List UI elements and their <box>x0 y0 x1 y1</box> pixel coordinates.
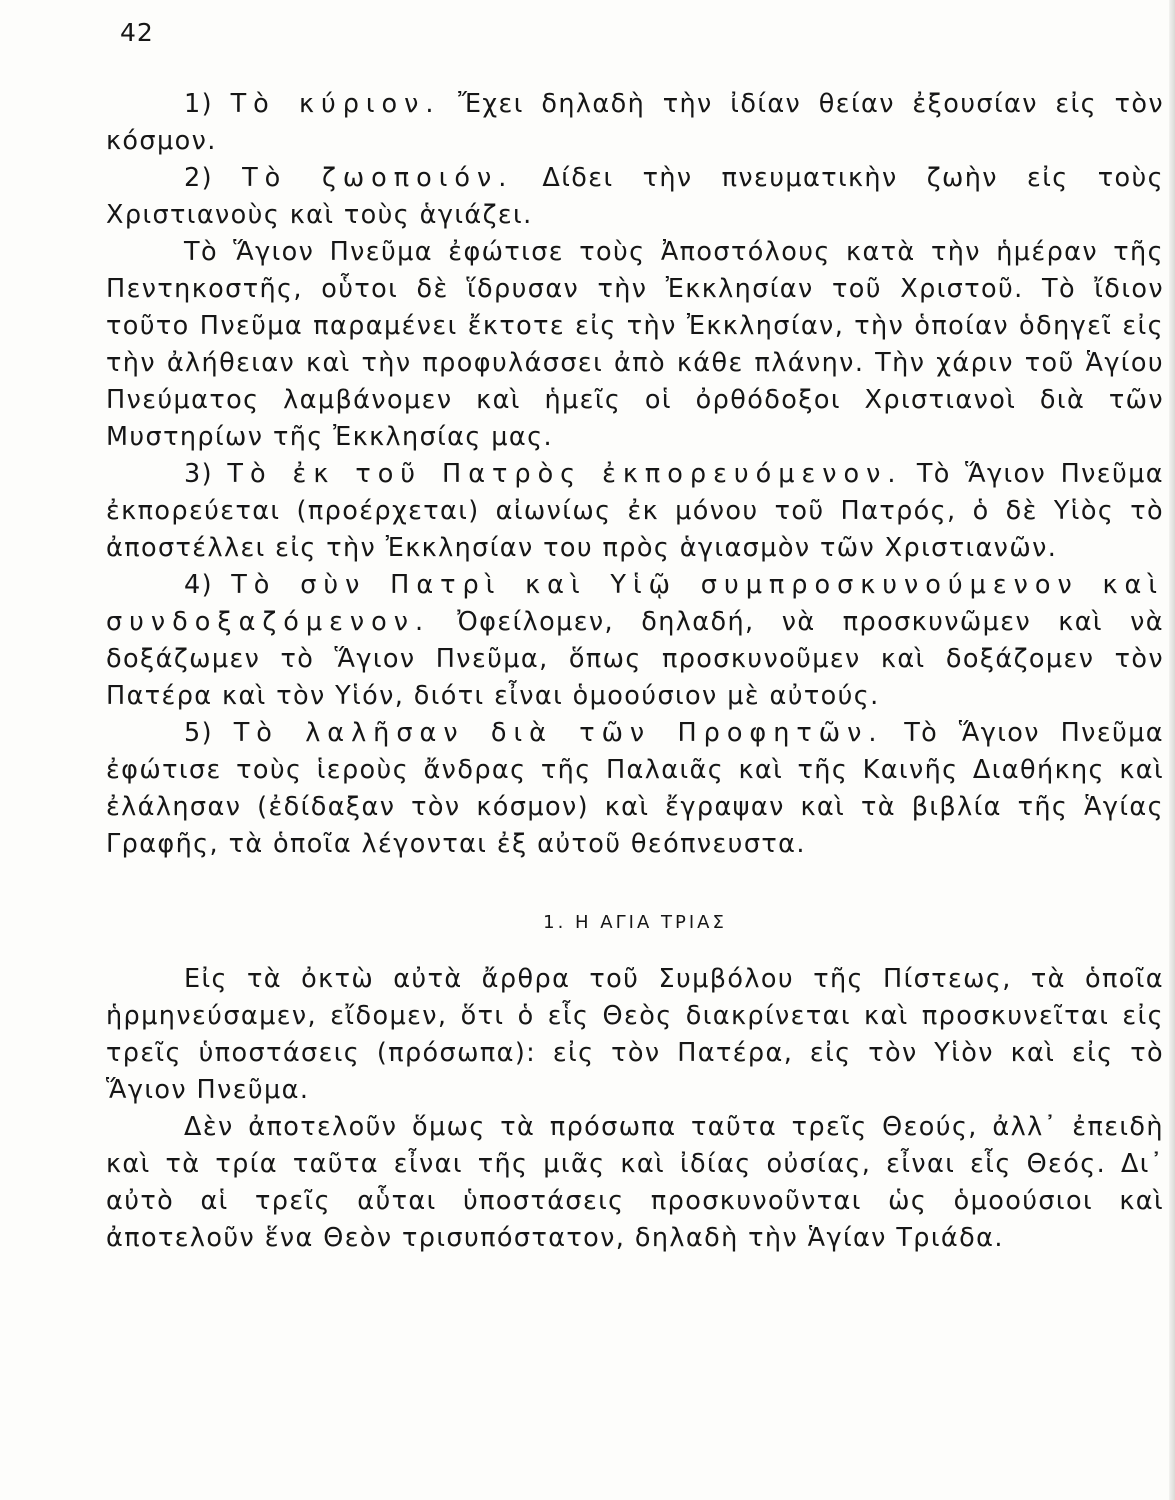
item-number: 1) <box>184 89 213 119</box>
article-title: Τὸ σὺν Πατρὶ καὶ Υἱῷ συμπροσκυνούμενον καὶ συνδοξαζόμενον. <box>106 570 1164 637</box>
section-heading: 1. Η ΑΓΙΑ ΤΡΙΑΣ <box>543 912 727 933</box>
item-number: 2) <box>184 163 213 193</box>
item-number: 5) <box>184 718 213 748</box>
article-paragraph-5 <box>106 715 1164 863</box>
article-title: Τὸ λαλῆσαν διὰ τῶν Προφητῶν. <box>233 718 884 748</box>
article-paragraph-3 <box>106 456 1164 567</box>
item-number: 3) <box>184 459 213 489</box>
article-title: Τὸ ἐκ τοῦ Πατρὸς ἐκπορευόμενον. <box>227 459 903 489</box>
article-paragraph-4 <box>106 567 1164 715</box>
page-number: 42 <box>120 18 154 47</box>
article-text: Ἔχει δηλαδὴ τὴν ἰδίαν θείαν ἐξουσίαν εἰς τὸν κόσμον. <box>106 89 1164 156</box>
article-paragraph-2 <box>106 160 1164 234</box>
article-text: Ὀφείλομεν, δηλαδή, νὰ προσκυνῶμεν καὶ νὰ δοξάζωμεν τὸ Ἅγιον Πνεῦμα, ὅπως προσκυνοῦμεν καὶ δοξάζομεν τὸν Πατέρα καὶ τὸν Υἱόν, διότι εἶναι ὁμοούσιον μὲ αὐτούς. <box>106 607 1164 711</box>
article-title: Τὸ ζωοποιόν. <box>242 163 514 193</box>
article-text: Δίδει τὴν πνευματικὴν ζωὴν εἰς τοὺς Χριστιανοὺς καὶ τοὺς ἁγιάζει. <box>106 163 1164 230</box>
section-paragraph-2: Δὲν ἀποτελοῦν ὅμως τὰ πρόσωπα ταῦτα τρεῖς Θεούς, ἀλλ᾽ ἐπειδὴ καὶ τὰ τρία ταῦτα εἶναι τῆς μιᾶς καὶ ἰδίας οὐσίας, εἶναι εἷς Θεός. Δι᾽ αὐτὸ αἱ τρεῖς αὗται ὑποστάσεις προσκυνοῦνται ὡς ὁμοούσιοι καὶ ἀποτελοῦν ἕνα Θεὸν τρισυπόστατον, δηλαδὴ τὴν Ἁγίαν Τριάδα. <box>106 1112 1164 1253</box>
body-text <box>106 86 1164 1257</box>
item-number: 4) <box>184 570 213 600</box>
commentary-text: Τὸ Ἅγιον Πνεῦμα ἐφώτισε τοὺς Ἀποστόλους κατὰ τὴν ἡμέραν τῆς Πεντηκοστῆς, οὗτοι δὲ ἵδρυσαν τὴν Ἐκκλησίαν τοῦ Χριστοῦ. Τὸ ἴδιον τοῦτο Πνεῦμα παραμένει ἔκτοτε εἰς τὴν Ἐκκλησίαν, τὴν ὁποίαν ὁδηγεῖ εἰς τὴν ἀλήθειαν καὶ τὴν προφυλάσσει ἀπὸ κάθε πλάνην. Τὴν χάριν τοῦ Ἁγίου Πνεύματος λαμβάνομεν καὶ ἡμεῖς οἱ ὀρθόδοξοι Χριστιανοὶ διὰ τῶν Μυστηρίων τῆς Ἐκκλησίας μας. <box>106 237 1164 452</box>
article-text: Τὸ Ἅγιον Πνεῦμα ἐκπορεύεται (προέρχεται) αἰωνίως ἐκ μόνου τοῦ Πατρός, ὁ δὲ Υἱὸς τὸ ἀποστέλλει εἰς τὴν Ἐκκλησίαν του πρὸς ἁγιασμὸν τῶν Χριστιανῶν. <box>106 459 1164 563</box>
article-text: Τὸ Ἅγιον Πνεῦμα ἐφώτισε τοὺς ἱεροὺς ἄνδρας τῆς Παλαιᾶς καὶ τῆς Καινῆς Διαθήκης καὶ ἐλάλησαν (ἐδίδαξαν τὸν κόσμον) καὶ ἔγραψαν καὶ τὰ βιβλία τῆς Ἁγίας Γραφῆς, τὰ ὁποῖα λέγονται ἐξ αὐτοῦ θεόπνευστα. <box>106 718 1164 859</box>
section-paragraph-1: Εἰς τὰ ὀκτὼ αὐτὰ ἄρθρα τοῦ Συμβόλου τῆς Πίστεως, τὰ ὁποῖα ἡρμηνεύσαμεν, εἴδομεν, ὅτι ὁ εἷς Θεὸς διακρίνεται καὶ προσκυνεῖται εἰς τρεῖς ὑποστάσεις (πρόσωπα): εἰς τὸν Πατέρα, εἰς τὸν Υἱὸν καὶ εἰς τὸ Ἅγιον Πνεῦμα. <box>106 964 1164 1105</box>
page-edge <box>1169 0 1175 1500</box>
article-paragraph-1 <box>106 86 1164 160</box>
article-title: Τὸ κύριον. <box>230 89 441 119</box>
commentary-paragraph <box>106 234 1164 456</box>
